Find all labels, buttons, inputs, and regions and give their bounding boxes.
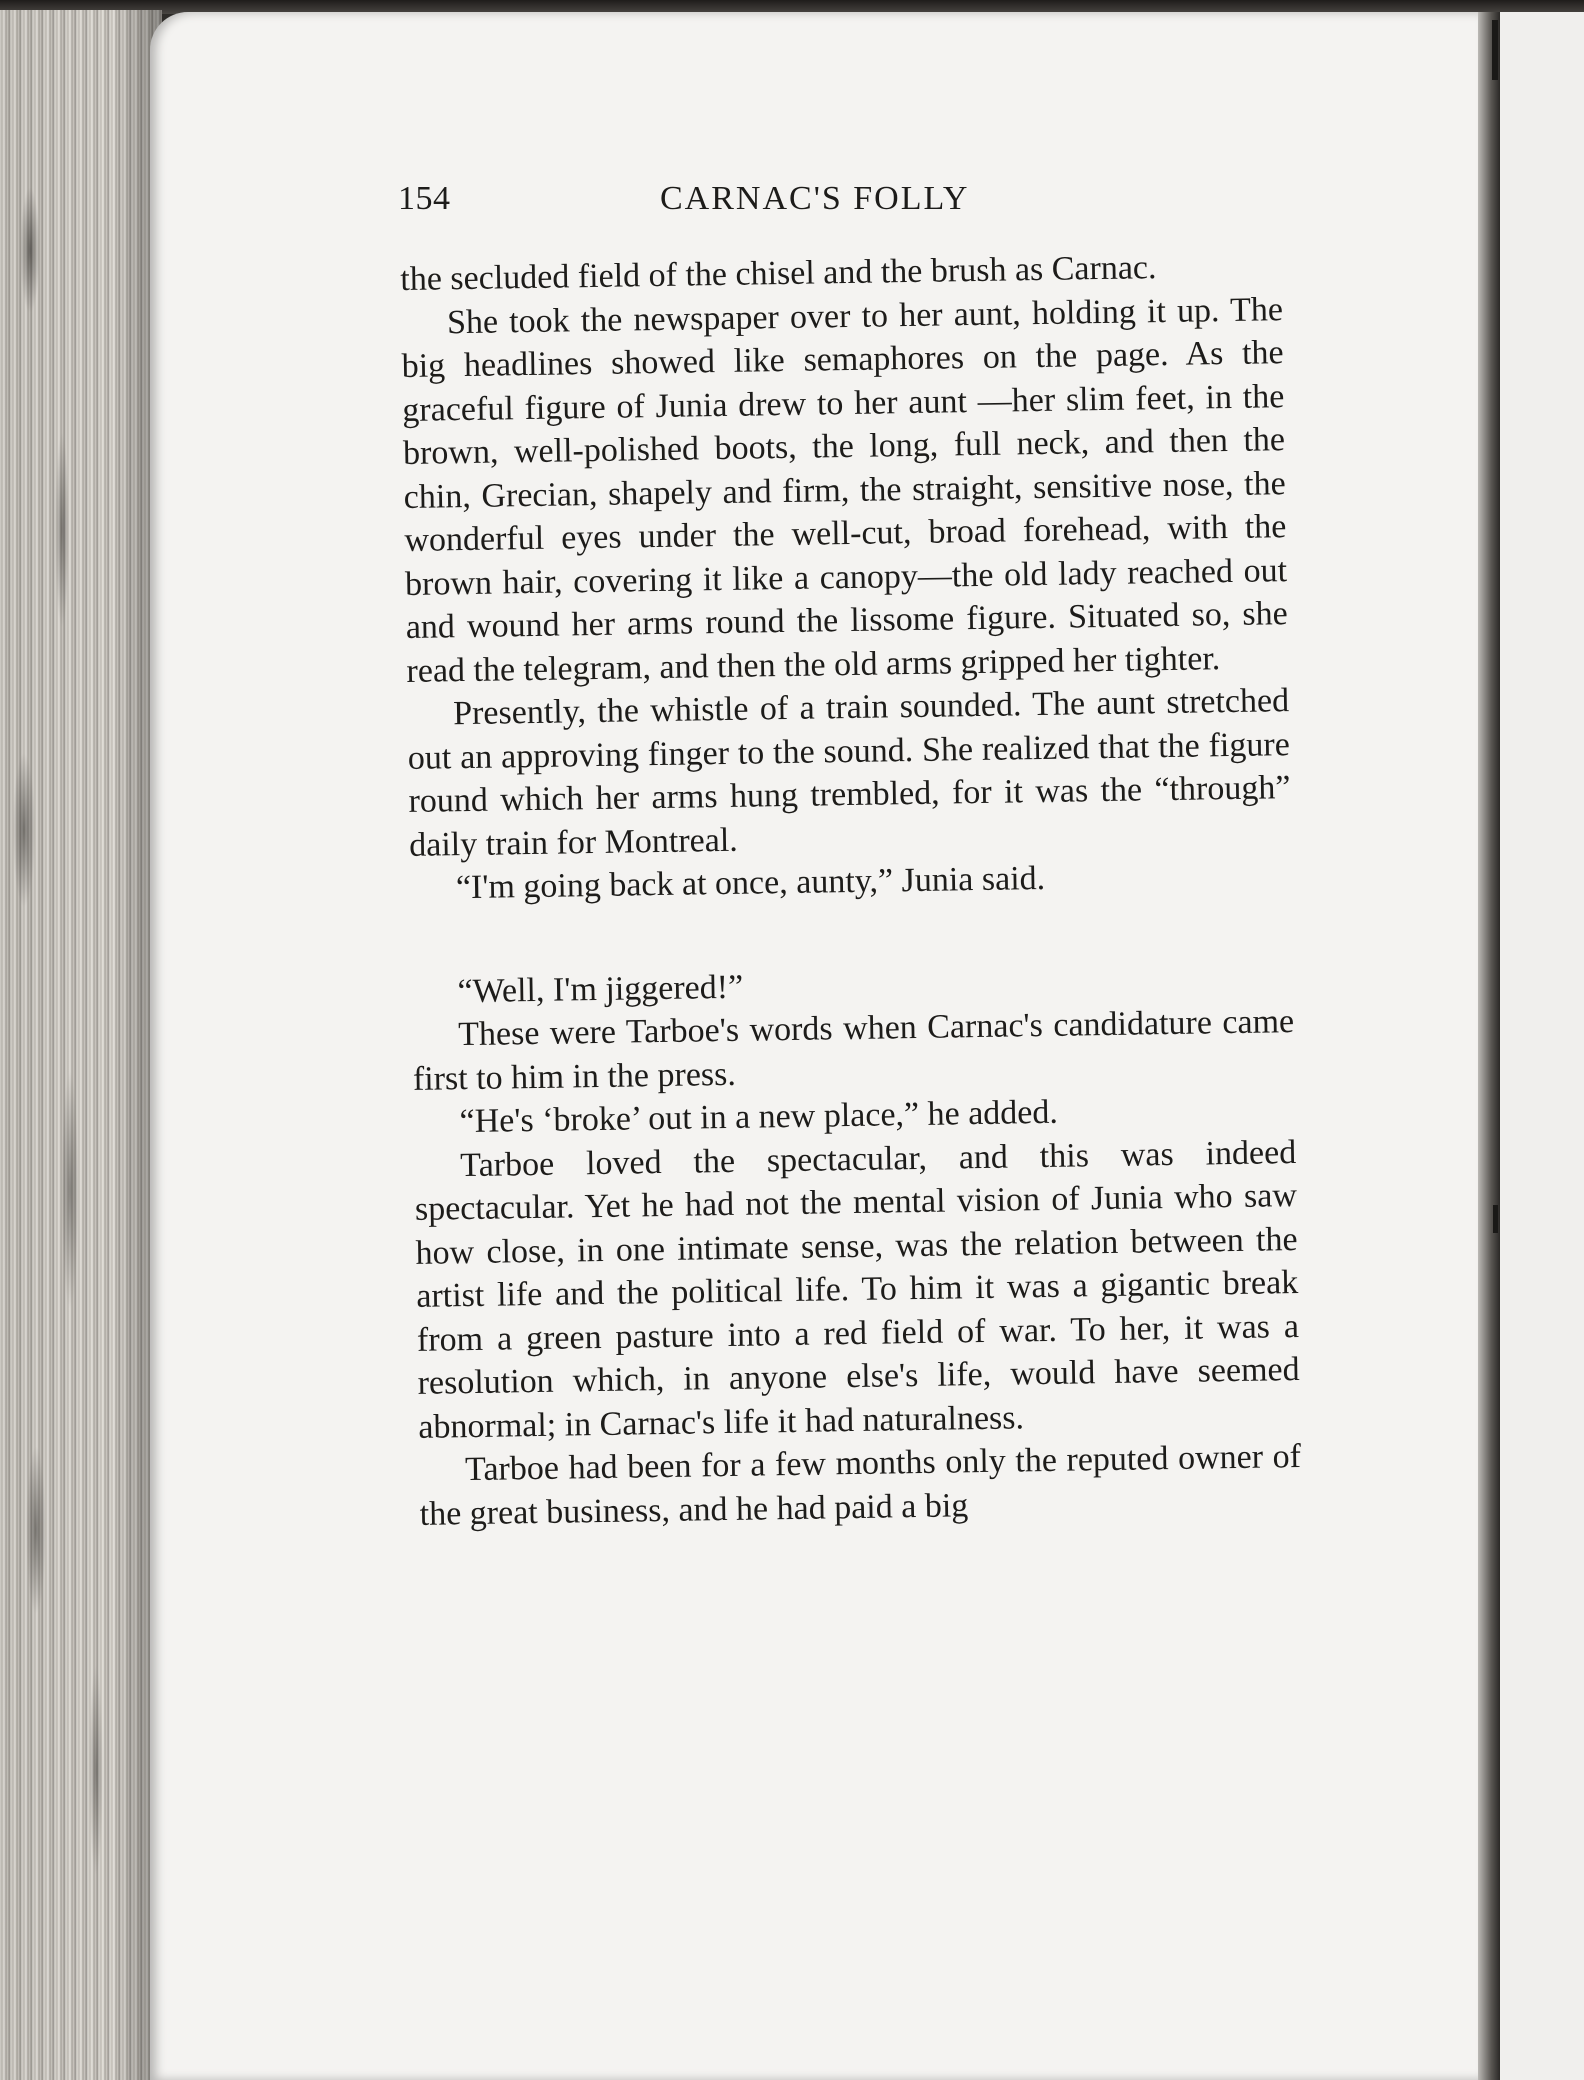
paragraph: Tarboe loved the spectacular, and this was indeed spectacular. Yet he had not the mental vision of Junia who saw how close, in one intimate sense, was the relation between the artist life and the political life. To him it was a gigantic break from a green pasture into a red field of war. To her, it was a resolution which, in anyone else's life, would have seemed abnormal; in Carnac's life it had naturalness. xyxy=(414,1133,1300,1446)
facing-page-edge xyxy=(1500,12,1584,2080)
paragraph: “He's ‘broke’ out in a new place,” he added. xyxy=(459,1093,1059,1141)
paragraph: “I'm going back at once, aunty,” Junia said. xyxy=(455,859,1046,907)
paragraph: These were Tarboe's words when Carnac's candidature came first to him in the press. xyxy=(412,1003,1295,1098)
page-number: 154 xyxy=(398,180,451,217)
facing-page-mark xyxy=(1492,20,1498,80)
running-title: CARNAC'S FOLLY xyxy=(660,180,970,217)
paragraph: the secluded field of the chisel and the brush as Carnac. xyxy=(400,249,1157,298)
body-text xyxy=(400,244,1302,1536)
paragraph: “Well, I'm jiggered!” xyxy=(457,968,744,1010)
book-gutter xyxy=(1478,12,1500,2080)
facing-page-mark xyxy=(1493,1205,1498,1233)
book-page-edges xyxy=(0,10,162,2080)
paragraph: Tarboe had been for a few months only the reputed owner of the great business, and he had paid a big xyxy=(419,1437,1302,1533)
paragraph: She took the newspaper over to her aunt, holding it up. The big headlines showed like semaphores on the page. As the graceful figure of Junia drew to her aunt —her slim feet, in the brown, well-polished boots, the long, full neck, and then the chin, Grecian, shapely and firm, the straight, sensitive nose, the wonderful eyes under the well-cut, broad forehead, with the brown hair, covering it like a canopy—the old lady reached out and wound her arms round the lissome figure. Situated so, she read the telegram, and then the old arms gripped her tighter. xyxy=(401,290,1288,690)
paragraph: Presently, the whistle of a train sounded. The aunt stretched out an approving finger to the sound. She realized that the figure round which her arms hung trembled, for it was the “through” daily train for Montreal. xyxy=(407,682,1291,864)
page-header xyxy=(398,180,1298,230)
